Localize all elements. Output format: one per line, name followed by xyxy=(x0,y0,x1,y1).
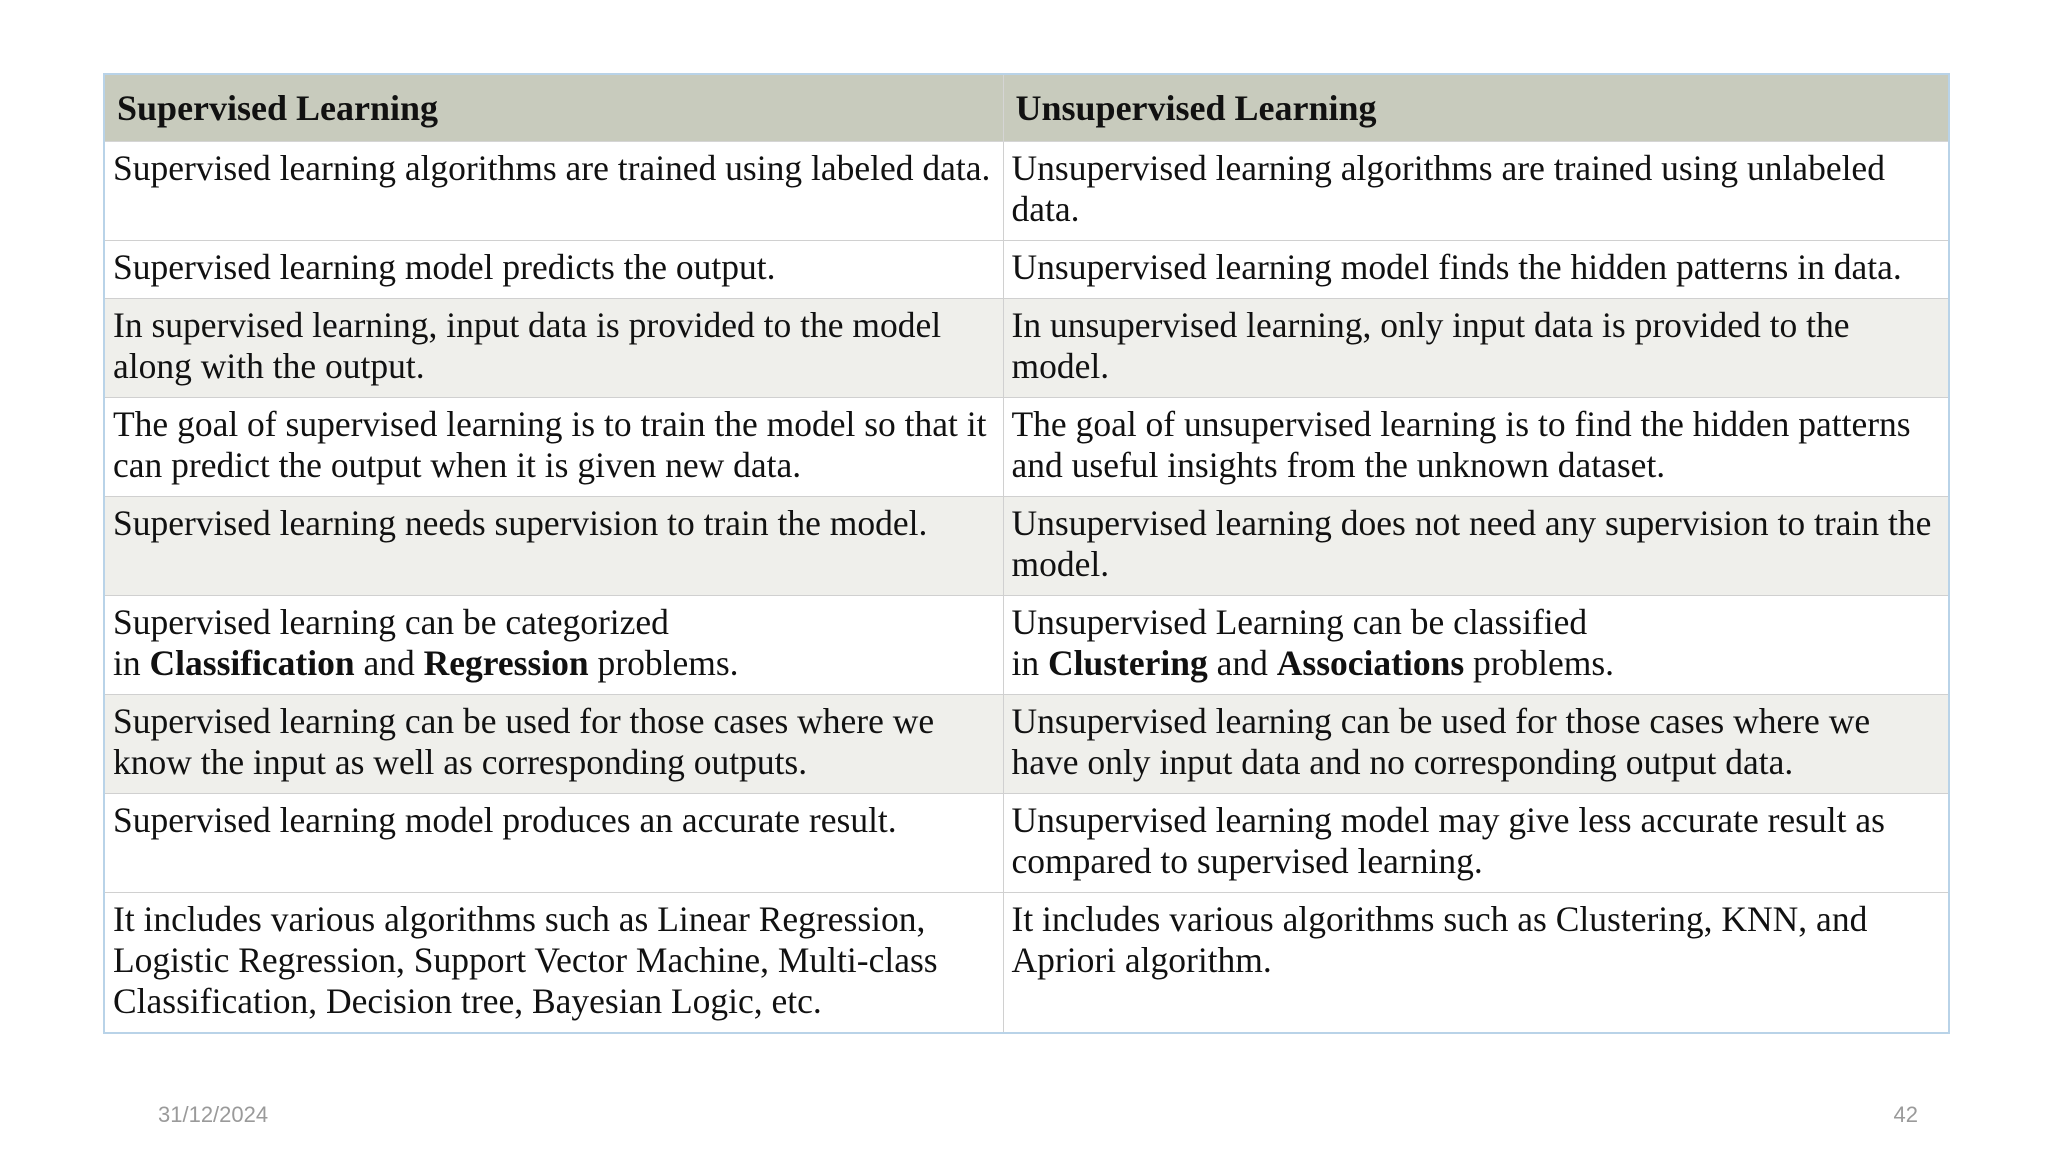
term-classification: Classification xyxy=(149,643,355,683)
table-row xyxy=(104,893,1949,1034)
cell-supervised: Supervised learning model predicts the output. xyxy=(104,241,1003,299)
header-unsupervised: Unsupervised Learning xyxy=(1003,74,1949,142)
cell-supervised: Supervised learning needs supervision to train the model. xyxy=(104,497,1003,596)
cell-unsupervised: Unsupervised learning can be used for those cases where we have only input data and no corresponding output data. xyxy=(1003,695,1949,794)
table-row xyxy=(104,398,1949,497)
cell-supervised: Supervised learning model produces an accurate result. xyxy=(104,794,1003,893)
table-row xyxy=(104,497,1949,596)
cell-text: and xyxy=(1207,643,1277,683)
cell-unsupervised: It includes various algorithms such as Clustering, KNN, and Apriori algorithm. xyxy=(1003,893,1949,1034)
term-clustering: Clustering xyxy=(1048,643,1208,683)
table-row xyxy=(104,299,1949,398)
slide-page-number: 42 xyxy=(1893,1102,1918,1127)
cell-unsupervised: In unsupervised learning, only input data is provided to the model. xyxy=(1003,299,1949,398)
cell-unsupervised xyxy=(1003,596,1949,695)
cell-supervised: In supervised learning, input data is provided to the model along with the output. xyxy=(104,299,1003,398)
cell-text: Supervised learning can be categorized xyxy=(113,602,669,642)
term-regression: Regression xyxy=(423,643,589,683)
cell-supervised: The goal of supervised learning is to train the model so that it can predict the output when it is given new data. xyxy=(104,398,1003,497)
cell-unsupervised: Unsupervised learning does not need any supervision to train the model. xyxy=(1003,497,1949,596)
cell-text: in xyxy=(113,643,150,683)
cell-text: problems. xyxy=(1464,643,1615,683)
table-row xyxy=(104,695,1949,794)
cell-supervised xyxy=(104,596,1003,695)
cell-supervised: It includes various algorithms such as Linear Regression, Logistic Regression, Support Vector Machine, Multi-class Classification, Decision tree, Bayesian Logic, etc. xyxy=(104,893,1003,1034)
cell-text: in xyxy=(1011,643,1048,683)
term-associations: Associations xyxy=(1276,643,1465,683)
table-row xyxy=(104,241,1949,299)
slide-date: 31/12/2024 xyxy=(158,1102,269,1127)
cell-unsupervised: Unsupervised learning algorithms are trained using unlabeled data. xyxy=(1003,142,1949,241)
cell-text: and xyxy=(354,643,424,683)
comparison-table xyxy=(103,73,1950,1034)
cell-unsupervised: Unsupervised learning model finds the hidden patterns in data. xyxy=(1003,241,1949,299)
table-header-row xyxy=(104,74,1949,142)
table-row xyxy=(104,794,1949,893)
cell-supervised: Supervised learning algorithms are trained using labeled data. xyxy=(104,142,1003,241)
cell-text: Unsupervised Learning can be classified xyxy=(1011,602,1588,642)
cell-supervised: Supervised learning can be used for those cases where we know the input as well as corresponding outputs. xyxy=(104,695,1003,794)
cell-text: problems. xyxy=(588,643,739,683)
cell-unsupervised: The goal of unsupervised learning is to find the hidden patterns and useful insights from the unknown dataset. xyxy=(1003,398,1949,497)
table-row xyxy=(104,596,1949,695)
header-supervised: Supervised Learning xyxy=(104,74,1003,142)
cell-unsupervised: Unsupervised learning model may give less accurate result as compared to supervised learning. xyxy=(1003,794,1949,893)
table-row xyxy=(104,142,1949,241)
